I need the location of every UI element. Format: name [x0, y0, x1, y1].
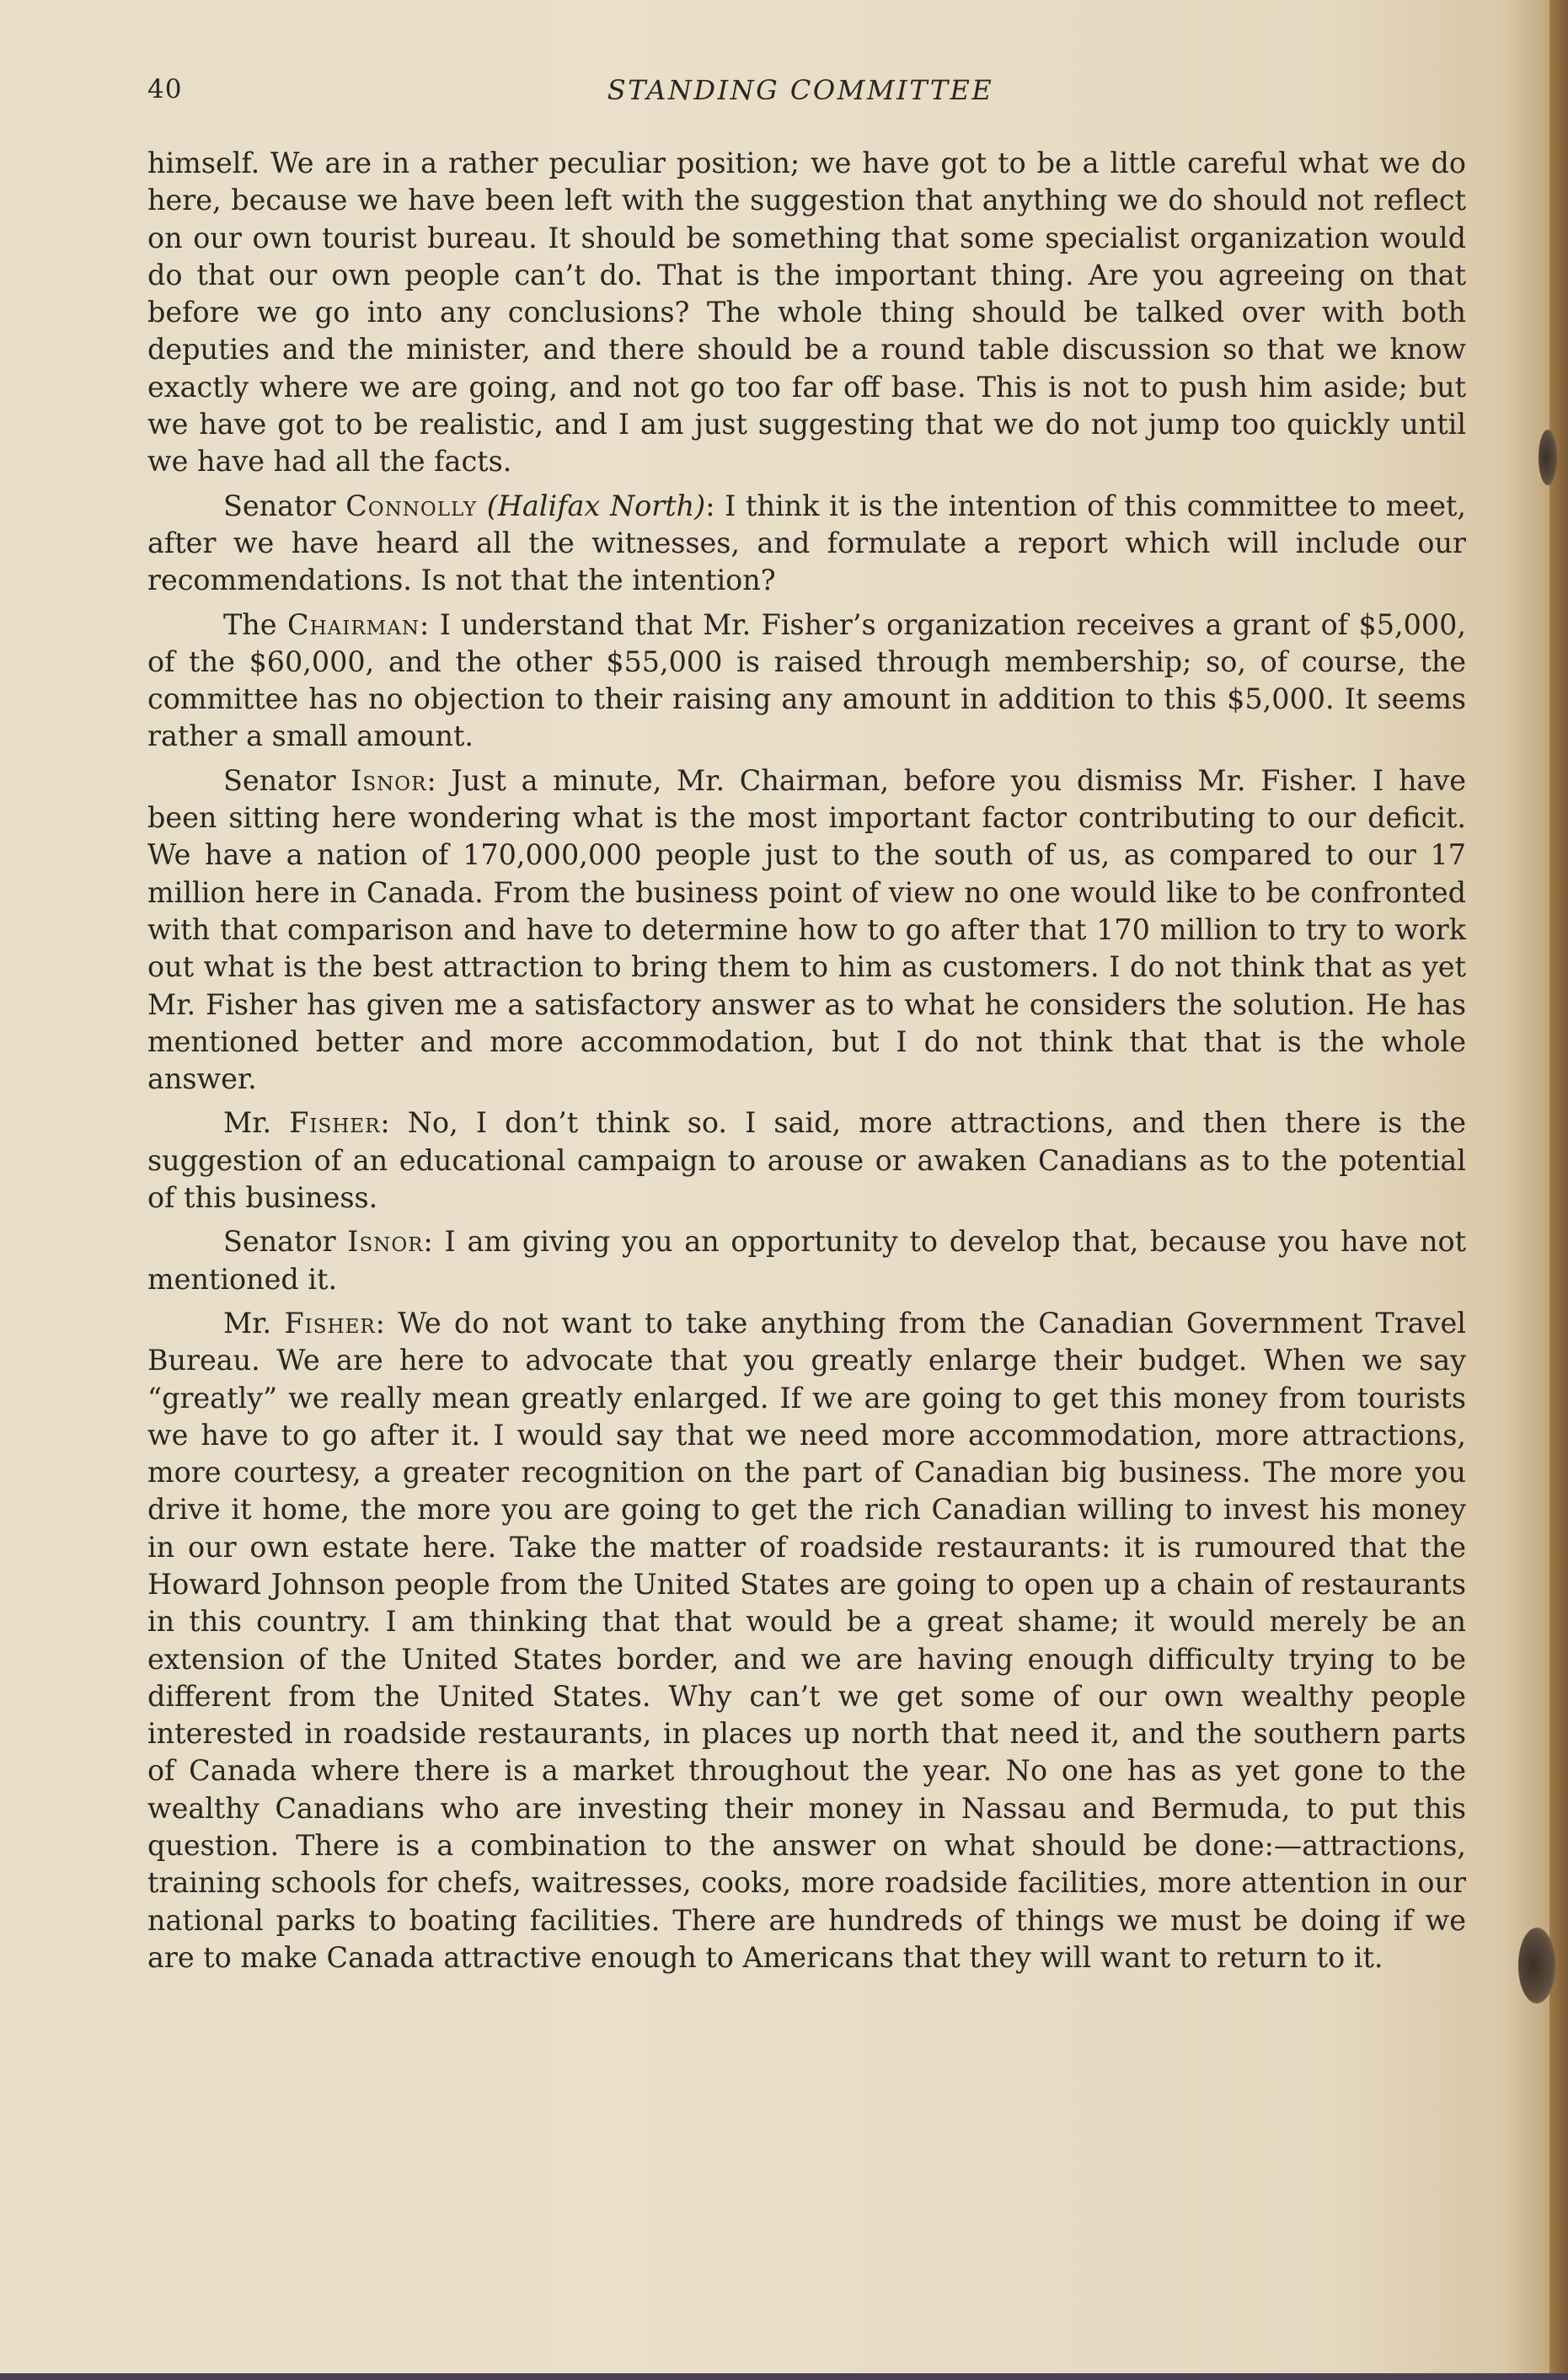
speaker-name: Fisher	[284, 1306, 376, 1340]
speech-connolly	[147, 488, 1466, 600]
speech-isnor	[147, 1223, 1466, 1298]
speech-chairman	[147, 607, 1466, 756]
speech-text: : I think it is the intention of this committee to meet, after we have heard all the witnesses, and formulate a report which will include our recommendations. Is not that the intention?	[147, 489, 1467, 597]
speech-isnor	[147, 762, 1466, 1099]
page-number: 40	[147, 74, 183, 104]
paragraph-continuation	[147, 145, 1466, 481]
page-header	[147, 74, 1470, 111]
speaker-title: Mr.	[223, 1306, 272, 1340]
speaker-title: Senator	[223, 489, 336, 522]
speech-text: : Just a minute, Mr. Chairman, before you dismiss Mr. Fisher. I have been sitting here wondering what is the most important factor contributing to our deficit. We have a nation of 170,000,000 people just to the south of us, as compared to our 17 million here in Canada. From the business point of view no one would like to be confronted with that comparison and have to determine how to go after that 170 million to try to work out what is the best attraction to bring them to him as customers. I do not think that as yet Mr. Fisher has given me a satisfactory answer as to what he considers the solution. He has mentioned better and more accommodation, but I do not think that that is the whole answer.	[147, 763, 1466, 1096]
speaker-name: Isnor	[351, 763, 427, 797]
page-edge	[1549, 0, 1568, 2380]
page-bottom-edge	[0, 2373, 1568, 2380]
speech-fisher	[147, 1104, 1466, 1217]
speaker-name: Fisher	[289, 1106, 381, 1140]
speaker-title: Mr.	[223, 1106, 272, 1140]
speaker-title: Senator	[223, 1225, 336, 1259]
paragraph-text: himself. We are in a rather peculiar position; we have got to be a little careful what we do here, because we have been left with the suggestion that anything we do should not reflect on our own tourist bureau. It should be something that some specialist organization would do that our own people can’t do. That is the important thing. Are you agreeing on that before we go into any conclusions? The whole thing should be talked over with both deputies and the minister, and there should be a round table discussion so that we know exactly where we are going, and not go too far off base. This is not to push him aside; but we have got to be realistic, and I am just suggesting that we do not jump too quickly until we have had all the facts.	[147, 147, 1466, 479]
speech-text: : No, I don’t think so. I said, more attractions, and then there is the suggestion of an educational campaign to arouse or awaken Canadians as to the potential of this business.	[147, 1106, 1467, 1215]
speech-text: : I am giving you an opportunity to develop that, because you have not mentioned it.	[147, 1225, 1466, 1296]
speaker-name: Isnor	[347, 1225, 424, 1259]
speaker-riding: (Halifax North)	[486, 489, 706, 522]
binding-hole-bottom	[1518, 1928, 1555, 2003]
speaker-name: Chairman	[287, 607, 420, 641]
speech-text: : We do not want to take anything from the Canadian Government Travel Bureau. We are here to advocate that you greatly enlarge their budget. When we say “greatly” we really mean greatly enlarged. If we are going to get this money from tourists we have to go after it. I would say that we need more accommodation, more attractions, more courtesy, a greater recognition on the part of Canadian big business. The more you drive it home, the more you are going to get the rich Canadian willing to invest his money in our own estate here. Take the matter of roadside restaurants: it is rumoured that the Howard Johnson people from the United States are going to open up a chain of restaurants in this country. I am thinking that that would be a great shame; it would merely be an extension of the United States border, and we are having enough difficulty trying to be different from the United States. Why can’t we get some of our own wealthy people interested in roadside restaurants, in places up north that need it, and the southern parts of Canada where there is a market throughout the year. No one has as yet gone to the wealthy Canadians who are investing their money in Nassau and Bermuda, to put this question. There is a combination to the answer on what should be done:—attractions, training schools for chefs, waitresses, cooks, more roadside facilities, more attention in our national parks to boating facilities. There are hundreds of things we must be doing if we are to make Canada attractive enough to Americans that they will want to return to it.	[147, 1306, 1466, 1974]
speaker-title: Senator	[223, 763, 336, 797]
binding-hole-top	[1539, 430, 1557, 485]
speech-text: : I understand that Mr. Fisher’s organization receives a grant of $5,000, of the $60,000, and the other $55,000 is raised through membership; so, of course, the committee has no objection to their raising any amount in addition to this $5,000. It seems rather a small amount.	[147, 607, 1466, 753]
speech-fisher	[147, 1305, 1466, 1976]
speaker-name: Connolly	[345, 489, 478, 522]
transcript-body	[147, 145, 1466, 1983]
running-head: STANDING COMMITTEE	[607, 74, 994, 106]
speaker-title: The	[223, 607, 277, 641]
